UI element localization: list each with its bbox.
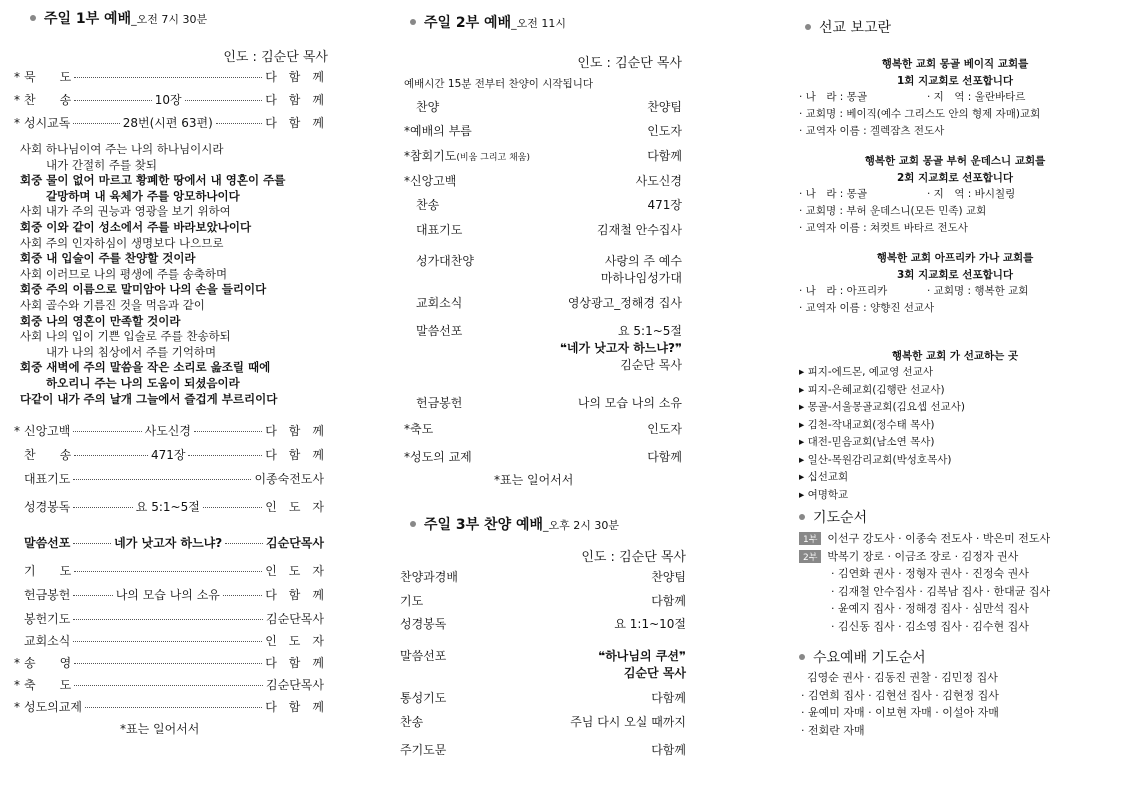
order-label: 헌금봉헌 <box>416 396 463 410</box>
order-label-group <box>416 98 439 115</box>
order-label-note: (비움 그리고 채움) <box>456 153 530 163</box>
order-person: 다 함 께 <box>265 656 324 670</box>
leader-dots <box>74 100 152 101</box>
service-2-footnote: *표는 일어서서 <box>494 473 574 487</box>
order-label-group <box>416 322 462 339</box>
order-person: 사랑의 주 예수 <box>604 254 682 268</box>
order-label-group <box>416 294 462 311</box>
order-row <box>14 586 324 610</box>
order-person: 요 5:1~5절 <box>617 324 682 338</box>
support-item: ▸ 일산-목원감리교회(박성호목사) <box>799 453 952 466</box>
service-2-title: 주일 2부 예배_오전 11시 <box>410 12 566 32</box>
order-row <box>14 676 324 698</box>
mission-block <box>799 56 1111 139</box>
mission-field: · 나 라 : 몽골 <box>799 188 867 200</box>
wednesday-prayer-line: · 전회란 자매 <box>801 723 865 737</box>
leader-dots <box>216 123 262 124</box>
order-label: 성경봉독 <box>24 500 71 514</box>
reading-line: 갈망하며 내 육체가 주를 앙모하나이다 <box>46 188 240 203</box>
order-label: 성시교독 <box>24 116 71 130</box>
order-label: 찬송 <box>400 715 424 729</box>
support-item: ▸ 김천-작내교회(정수태 목사) <box>799 418 935 431</box>
order-label-group <box>404 420 433 437</box>
order-row <box>400 568 686 592</box>
order-label: 기 도 <box>24 564 72 578</box>
order-row <box>14 610 324 632</box>
mission-field: · 교회명 : 베이직(예수 그리스도 안의 형제 자매)교회 <box>799 108 1041 120</box>
order-label: 예배의 부름 <box>410 124 472 138</box>
service-1-order-bottom <box>14 422 324 720</box>
mission-field: · 나 라 : 아프리카 <box>799 285 888 297</box>
prayer-order-title: 기도순서 <box>799 507 867 527</box>
star-mark: * <box>404 124 410 138</box>
bullet-icon <box>799 514 805 520</box>
order-row <box>14 562 324 586</box>
order-detail: 요 5:1~5절 <box>135 500 200 514</box>
order-row <box>400 122 682 147</box>
order-row <box>400 147 682 172</box>
order-person: 김재철 안수집사 <box>597 223 682 237</box>
leader-dots <box>74 455 148 456</box>
leader-dots <box>185 100 263 101</box>
order-row-main <box>400 147 682 164</box>
support-item: ▸ 대전-믿음교회(남소연 목사) <box>799 436 935 448</box>
order-row <box>14 470 324 498</box>
order-row <box>400 98 682 122</box>
order-label: 성경봉독 <box>400 617 447 631</box>
prayer-order-list <box>799 530 1111 635</box>
mission-heading: 행복한 교회 몽골 베이직 교회를 <box>881 58 1029 70</box>
support-item: ▸ 몽골-서울몽골교회(김요셉 선교사) <box>799 401 965 413</box>
order-label: 찬송 <box>416 198 440 212</box>
bullet-icon <box>799 654 805 660</box>
mission-field: · 교회명 : 행복한 교회 <box>927 285 1029 297</box>
order-row <box>14 68 324 91</box>
reading-line: 회중 내 입술이 주를 찬양할 것이라 <box>20 251 196 266</box>
order-label: 말씀선포 <box>400 649 447 663</box>
order-row-main <box>400 713 686 730</box>
order-person: 다 함 께 <box>265 588 324 602</box>
mission-declaration: 1회 지교회로 선포합니다 <box>896 75 1014 87</box>
prayer-line <box>799 583 1111 601</box>
order-label: 찬 송 <box>24 448 72 462</box>
order-label-group <box>416 252 474 269</box>
bullet-icon <box>410 19 416 25</box>
support-heading: 행복한 교회 가 선교하는 곳 <box>891 350 1019 362</box>
service-1-leader: 인도 : 김순단 목사 <box>223 50 328 65</box>
order-person: 찬양팀 <box>651 570 686 584</box>
order-row <box>14 91 324 114</box>
order-row-main <box>400 322 682 339</box>
service-2-note: 예배시간 15분 전부터 찬양이 시작됩니다 <box>404 78 593 90</box>
order-person: 김순단목사 <box>266 678 324 692</box>
order-label: 헌금봉헌 <box>24 588 71 602</box>
wednesday-prayer-line: 김영순 권사 · 김동진 권찰 · 김민정 집사 <box>807 671 998 684</box>
support-item: ▸ 여명학교 <box>799 488 849 501</box>
order-row-main <box>400 615 686 632</box>
order-person: 주님 다시 오실 때까지 <box>570 715 686 729</box>
order-label: 신앙고백 <box>410 174 457 188</box>
prayer-names: · 윤예지 집사 · 정해경 집사 · 심만석 집사 <box>831 602 1029 615</box>
order-row <box>14 446 324 470</box>
mission-line <box>799 105 1111 122</box>
wednesday-prayer-list <box>801 669 1111 739</box>
prayer-names: · 김재철 안수집사 · 김복남 집사 · 한대균 집사 <box>831 584 1051 598</box>
service-2-leader: 인도 : 김순단 목사 <box>577 56 682 71</box>
order-label: 봉헌기도 <box>24 612 71 626</box>
order-detail-2: 김순단 목사 <box>623 666 686 680</box>
service-2-order <box>400 98 682 474</box>
star-mark: * <box>14 116 20 130</box>
mission-report-title: 선교 보고란 <box>805 17 891 37</box>
order-label: 교회소식 <box>416 296 463 310</box>
support-item: ▸ 피지-에드몬, 예교영 선교사 <box>799 366 933 378</box>
order-row <box>400 394 682 420</box>
order-label: 말씀선포 <box>416 324 463 338</box>
wednesday-prayer-line: · 윤예미 자매 · 이보현 자매 · 이설아 자매 <box>801 706 999 719</box>
order-row <box>400 322 682 394</box>
order-person: 다함께 <box>651 594 686 608</box>
service-1-order-top <box>14 68 324 137</box>
mission-field: · 교역자 이름 : 겔렉잠츠 전도사 <box>799 125 945 137</box>
mission-field: · 교회명 : 부허 운데스니(모든 민족) 교회 <box>799 205 987 217</box>
order-person: 471장 <box>647 198 682 212</box>
mission-line <box>799 299 1111 316</box>
reading-line: 다같이 내가 주의 날개 그늘에서 즐겁게 부르리이다 <box>20 391 278 406</box>
order-row <box>400 252 682 294</box>
supported-missions-list <box>799 364 1111 504</box>
order-person: 다 함 께 <box>265 448 324 462</box>
order-person: 다 함 께 <box>265 93 324 107</box>
mission-block <box>799 250 1111 316</box>
order-row-main <box>400 420 682 437</box>
leader-dots <box>188 455 262 456</box>
order-row-main <box>400 647 686 664</box>
bullet-icon <box>805 24 811 30</box>
order-label: 찬양과경배 <box>400 570 458 584</box>
order-row-main <box>400 592 686 609</box>
mission-line <box>799 282 1111 299</box>
order-row-main <box>400 394 682 411</box>
mission-heading: 행복한 교회 아프리카 가나 교회를 <box>876 252 1034 264</box>
order-row <box>400 420 682 448</box>
order-label-group <box>416 196 439 213</box>
order-person: 다함께 <box>651 691 686 705</box>
order-row <box>400 713 686 741</box>
prayer-line <box>799 600 1111 618</box>
order-person: 다 함 께 <box>265 116 324 130</box>
order-person: 다함께 <box>651 743 686 757</box>
order-label: 송 영 <box>24 656 72 670</box>
leader-dots <box>74 571 262 572</box>
mission-field: · 교역자 이름 : 쳐컷트 바타르 전도사 <box>799 222 968 234</box>
order-row <box>400 221 682 252</box>
reading-line: 내가 간절히 주를 찾되 <box>46 157 157 172</box>
order-row-main <box>400 252 682 269</box>
wednesday-prayer-line: · 김연희 집사 · 김현선 집사 · 김현정 집사 <box>801 688 999 702</box>
order-person: 사도신경 <box>635 174 682 188</box>
order-row <box>14 632 324 654</box>
mission-heading: 행복한 교회 몽골 부허 운데스니 교회를 <box>864 155 1046 167</box>
order-row-main <box>400 294 682 311</box>
order-person: 다함께 <box>647 450 682 464</box>
reading-line: 회중 물이 없어 마르고 황폐한 땅에서 내 영혼이 주를 <box>20 173 286 188</box>
order-detail: 10장 <box>154 93 182 107</box>
order-detail-2: ❝네가 낫고자 하느냐?❞ <box>559 341 682 355</box>
order-label: 축 도 <box>24 678 72 692</box>
order-person: 찬양팀 <box>647 100 682 114</box>
order-person: 다 함 께 <box>265 424 324 438</box>
order-label: 찬양 <box>416 100 440 114</box>
order-row <box>400 615 686 647</box>
leader-dots <box>73 479 251 480</box>
responsive-reading <box>20 142 330 407</box>
mission-line <box>799 122 1111 139</box>
order-label: 주기도문 <box>400 743 447 757</box>
leader-dots <box>223 595 262 596</box>
order-row <box>14 698 324 720</box>
service-tag: 2부 <box>799 550 821 563</box>
leader-dots <box>74 77 262 78</box>
order-row-main <box>400 98 682 115</box>
leader-dots <box>74 685 263 686</box>
mission-line <box>799 202 1111 219</box>
order-label: 대표기도 <box>24 472 71 486</box>
reading-line: 사회 주의 인자하심이 생명보다 나으므로 <box>20 235 224 250</box>
order-label: 교회소식 <box>24 634 71 648</box>
reading-line: 사회 내가 주의 권능과 영광을 보기 위하여 <box>20 204 231 219</box>
support-item: ▸ 십선교회 <box>799 471 849 483</box>
order-person: 김순단목사 <box>266 536 324 550</box>
leader-dots <box>74 663 262 664</box>
order-row-main <box>400 568 686 585</box>
service-3-title: 주일 3부 찬양 예배_오후 2시 30분 <box>410 514 619 534</box>
order-detail: 네가 낫고자 하느냐? <box>114 536 223 550</box>
leader-dots <box>85 707 262 708</box>
leader-dots <box>73 595 112 596</box>
mission-field: · 나 라 : 몽골 <box>799 91 867 103</box>
order-person: 영상광고_정해경 집사 <box>567 296 682 310</box>
order-row <box>14 498 324 534</box>
order-label-group <box>416 221 462 238</box>
reading-line: 회중 새벽에 주의 말씀을 작은 소리로 읊조릴 때에 <box>20 360 271 375</box>
order-label: 성가대찬양 <box>416 254 474 268</box>
star-mark: * <box>404 149 410 163</box>
mission-reports <box>799 56 1111 330</box>
prayer-names: 박복기 장로 · 이금조 장로 · 김정자 권사 <box>827 549 1019 563</box>
order-detail: 471장 <box>150 448 186 462</box>
prayer-line <box>799 530 1111 548</box>
service-1-title: 주일 1부 예배_오전 7시 30분 <box>30 8 207 28</box>
reading-line: 사회 골수와 기름진 것을 먹음과 같이 <box>20 297 205 312</box>
leader-dots <box>73 123 119 124</box>
order-detail-2: 마하나임성가대 <box>600 271 682 285</box>
order-person: 다 함 께 <box>265 70 324 84</box>
order-detail-3: 김순단 목사 <box>620 358 682 372</box>
reading-line: 회중 주의 이름으로 말미암아 나의 손을 들리이다 <box>20 282 267 297</box>
star-mark: * <box>404 174 410 188</box>
service-tag: 1부 <box>799 532 821 545</box>
mission-field: · 지 역 : 바시칠링 <box>927 188 1016 200</box>
order-person: 다 함 께 <box>265 700 324 714</box>
order-label: 신앙고백 <box>24 424 71 438</box>
reading-line: 하오리니 주는 나의 도움이 되셨음이라 <box>46 375 240 390</box>
mission-block <box>799 153 1111 236</box>
order-person: 이종숙전도사 <box>254 472 324 486</box>
order-detail: 사도신경 <box>144 424 191 438</box>
order-label: 말씀선포 <box>24 536 71 550</box>
order-row <box>400 196 682 221</box>
order-label-group <box>404 147 530 164</box>
mission-field: · 교역자 이름 : 양향진 선교사 <box>799 302 935 314</box>
star-mark: * <box>14 678 20 692</box>
order-row-main <box>400 689 686 706</box>
order-row <box>14 422 324 446</box>
service-3-order <box>400 568 686 765</box>
order-label: 성도의교제 <box>24 700 82 714</box>
support-item: ▸ 피지-은혜교회(김행란 선교사) <box>799 383 945 396</box>
order-person: 인도자 <box>647 124 682 138</box>
order-person: 다함께 <box>647 149 682 163</box>
leader-dots <box>194 431 262 432</box>
mission-declaration: 2회 지교회로 선포합니다 <box>896 172 1014 184</box>
order-row-main <box>400 172 682 189</box>
bullet-icon <box>410 521 416 527</box>
order-row-main <box>400 196 682 213</box>
order-label: 성도의 교제 <box>410 450 472 464</box>
bullet-icon <box>30 15 36 21</box>
prayer-names: · 김연화 권사 · 정형자 권사 · 진정숙 권사 <box>831 567 1029 580</box>
order-row <box>400 592 686 615</box>
order-label-group <box>404 122 472 139</box>
wednesday-prayer-title: 수요예배 기도순서 <box>799 647 926 667</box>
order-row <box>400 647 686 689</box>
order-person: 김순단목사 <box>266 612 324 626</box>
order-label: 참회기도 <box>410 149 457 163</box>
order-row <box>14 654 324 676</box>
mission-declaration: 3회 지교회로 선포합니다 <box>896 269 1014 281</box>
leader-dots <box>73 431 141 432</box>
order-person: ❝하나님의 쿠션❞ <box>598 649 686 663</box>
service-3-leader: 인도 : 김순단 목사 <box>581 550 686 565</box>
order-row-main <box>400 122 682 139</box>
order-row-main <box>400 448 682 465</box>
prayer-names: 이선구 강도사 · 이종숙 전도사 · 박은미 전도사 <box>827 532 1051 545</box>
order-person: 요 1:1~10절 <box>614 617 686 631</box>
mission-line <box>799 88 1111 105</box>
order-row-main <box>400 221 682 238</box>
order-detail: 나의 모습 나의 소유 <box>115 588 220 602</box>
star-mark: * <box>404 450 410 464</box>
prayer-line <box>799 565 1111 583</box>
order-label-group <box>404 448 472 465</box>
star-mark: * <box>14 93 20 107</box>
order-row <box>14 114 324 137</box>
mission-line <box>799 185 1111 202</box>
order-label: 대표기도 <box>416 223 463 237</box>
reading-line: 사회 하나님이여 주는 나의 하나님이시라 <box>20 142 224 156</box>
reading-line: 회중 이와 같이 성소에서 주를 바라보았나이다 <box>20 219 252 234</box>
order-person: 인 도 자 <box>265 500 325 514</box>
order-label: 축도 <box>410 422 434 436</box>
star-mark: * <box>404 422 410 436</box>
order-label-group <box>404 172 456 189</box>
mission-line <box>799 219 1111 236</box>
leader-dots <box>73 641 262 642</box>
reading-line: 내가 나의 침상에서 주를 기억하며 <box>46 344 217 359</box>
star-mark: * <box>14 424 20 438</box>
prayer-names: · 김신동 집사 · 김소영 집사 · 김수현 집사 <box>831 619 1029 633</box>
order-detail: 28번(시편 63편) <box>122 116 213 130</box>
order-row <box>400 172 682 196</box>
order-person: 나의 모습 나의 소유 <box>577 396 682 410</box>
star-mark: * <box>14 656 20 670</box>
order-label: 묵 도 <box>24 70 72 84</box>
order-person: 인도자 <box>647 422 682 436</box>
reading-line: 사회 이러므로 나의 평생에 주를 송축하며 <box>20 266 228 281</box>
leader-dots <box>225 543 263 544</box>
leader-dots <box>73 507 132 508</box>
star-mark: * <box>14 70 20 84</box>
order-person: 인 도 자 <box>265 634 324 648</box>
order-label: 통성기도 <box>400 691 447 705</box>
order-row <box>400 689 686 713</box>
leader-dots <box>73 619 263 620</box>
order-row-main <box>400 741 686 758</box>
order-label: 기도 <box>400 594 424 608</box>
service-1-footnote: *표는 일어서서 <box>120 722 200 736</box>
order-row <box>14 534 324 562</box>
prayer-line <box>799 618 1111 636</box>
order-person: 인 도 자 <box>265 564 324 578</box>
reading-line: 회중 나의 영혼이 만족할 것이라 <box>20 313 181 328</box>
order-row <box>400 294 682 322</box>
leader-dots <box>203 507 262 508</box>
prayer-line <box>799 548 1111 566</box>
order-label-group <box>416 394 462 411</box>
star-mark: * <box>14 700 20 714</box>
reading-line: 사회 나의 입이 기쁜 입술로 주를 찬송하되 <box>20 329 231 344</box>
leader-dots <box>73 543 111 544</box>
order-row <box>400 741 686 765</box>
order-label: 찬 송 <box>24 93 72 107</box>
mission-field: · 지 역 : 울란바타르 <box>927 91 1026 103</box>
